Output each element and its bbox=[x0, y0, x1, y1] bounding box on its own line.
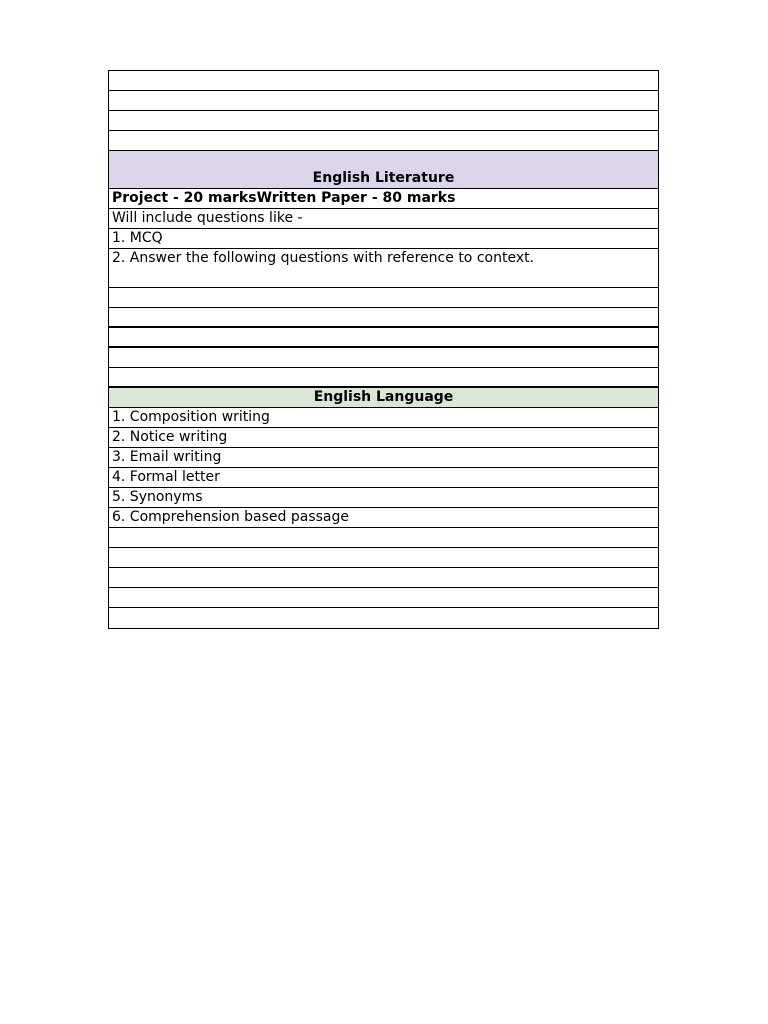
literature-heading: English Literature bbox=[109, 151, 658, 189]
empty-row bbox=[109, 368, 658, 388]
literature-intro: Will include questions like - bbox=[109, 209, 658, 229]
empty-row bbox=[109, 568, 658, 588]
empty-row bbox=[109, 588, 658, 608]
empty-row bbox=[109, 548, 658, 568]
empty-row bbox=[109, 131, 658, 151]
literature-item: 1. MCQ bbox=[109, 229, 658, 249]
language-item: 4. Formal letter bbox=[109, 468, 658, 488]
language-item: 5. Synonyms bbox=[109, 488, 658, 508]
literature-item: 2. Answer the following questions with reference to context. bbox=[109, 249, 658, 288]
empty-row bbox=[109, 308, 658, 328]
empty-row bbox=[109, 71, 658, 91]
language-item: 3. Email writing bbox=[109, 448, 658, 468]
empty-row bbox=[109, 91, 658, 111]
language-heading: English Language bbox=[109, 388, 658, 408]
empty-row bbox=[109, 608, 658, 628]
empty-row bbox=[109, 328, 658, 348]
empty-row bbox=[109, 111, 658, 131]
empty-row bbox=[109, 348, 658, 368]
empty-row bbox=[109, 288, 658, 308]
language-item: 6. Comprehension based passage bbox=[109, 508, 658, 528]
syllabus-table bbox=[108, 70, 659, 629]
language-item: 2. Notice writing bbox=[109, 428, 658, 448]
literature-marks-line: Project - 20 marksWritten Paper - 80 marks bbox=[109, 189, 658, 209]
empty-row bbox=[109, 528, 658, 548]
language-item: 1. Composition writing bbox=[109, 408, 658, 428]
